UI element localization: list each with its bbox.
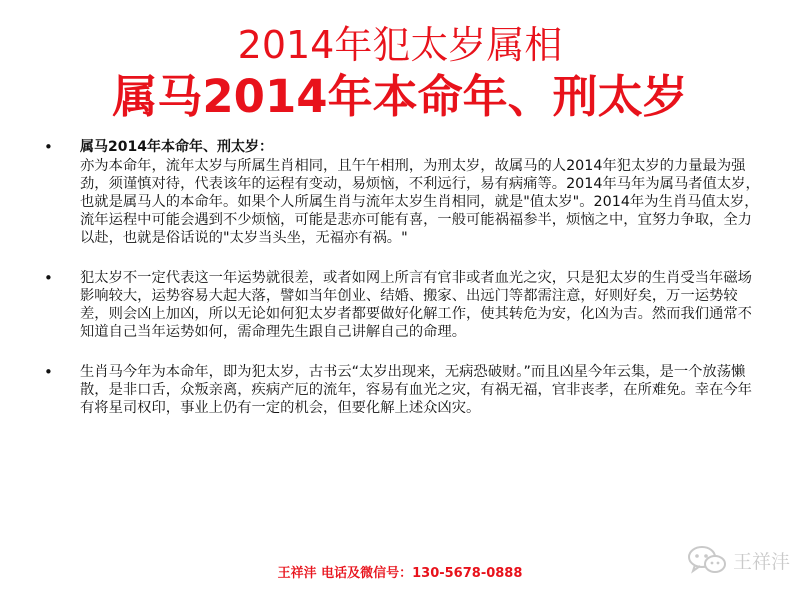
title-line-1: 2014年犯太岁属相 <box>237 23 563 67</box>
watermark-text: 王祥沣 <box>732 550 790 573</box>
watermark <box>687 545 790 575</box>
bullet-text: 犯太岁不一定代表这一年运势就很差，或者如网上所言有官非或者血光之灾，只是犯太岁的生肖受当年磁场影响较大，运势容易大起大落，譬如当年创业、结婚、搬家、出远门等都需注意，好则好矣，万一运势较差，则会凶上加凶，所以无论如何犯太岁者都要做好化解工作，使其转危为安，化凶为吉。然而我们通常不知道自己当年运势如何，需命理先生跟自己讲解自己的命理。 <box>80 270 752 340</box>
bullet-list <box>44 138 764 417</box>
title-line-2: 属马2014年本命年、刑太岁 <box>112 70 688 123</box>
bullet-item <box>44 363 764 417</box>
bullet-text: 生肖马今年为本命年，即为犯太岁，古书云“太岁出现来，无病恐破财。”而且凶星今年云集，是一个放荡懒散，是非口舌，众叛亲离，疾病产厄的流年，容易有血光之灾，有祸无福，官非丧孝，在所难免。幸在今年有将星司权印，事业上仍有一定的机会，但要化解上述众凶灾。 <box>80 364 752 416</box>
bullet-dot: • <box>44 138 53 156</box>
bullet-text: 亦为本命年，流年太岁与所属生肖相同，且午午相刑，为刑太岁，故属马的人2014年犯太岁的力量最为强劲，须谨慎对待，代表该年的运程有变动，易烦恼，不利远行，易有病痛等。2014年马年为属马者值太岁，也就是属马人的本命年。如果个人所属生肖与流年太岁生肖相同，就是"值太岁"。2014年为生肖马值太岁，流年运程中可能会遇到不少烦恼，可能是悲亦可能有喜，一般可能祸福参半，烦恼之中，宜努力争取，全力以赴，也就是俗话说的"太岁当头坐，无福亦有祸。" <box>80 158 760 246</box>
bullet-dot: • <box>44 363 53 381</box>
bullet-heading: 属马2014年本命年、刑太岁： <box>80 139 273 155</box>
bullet-item <box>44 269 764 341</box>
bullet-item <box>44 138 764 247</box>
contact-footer: 王祥沣 电话及微信号：130-5678-0888 <box>277 566 523 581</box>
wechat-icon <box>687 545 727 575</box>
bullet-dot: • <box>44 269 53 287</box>
